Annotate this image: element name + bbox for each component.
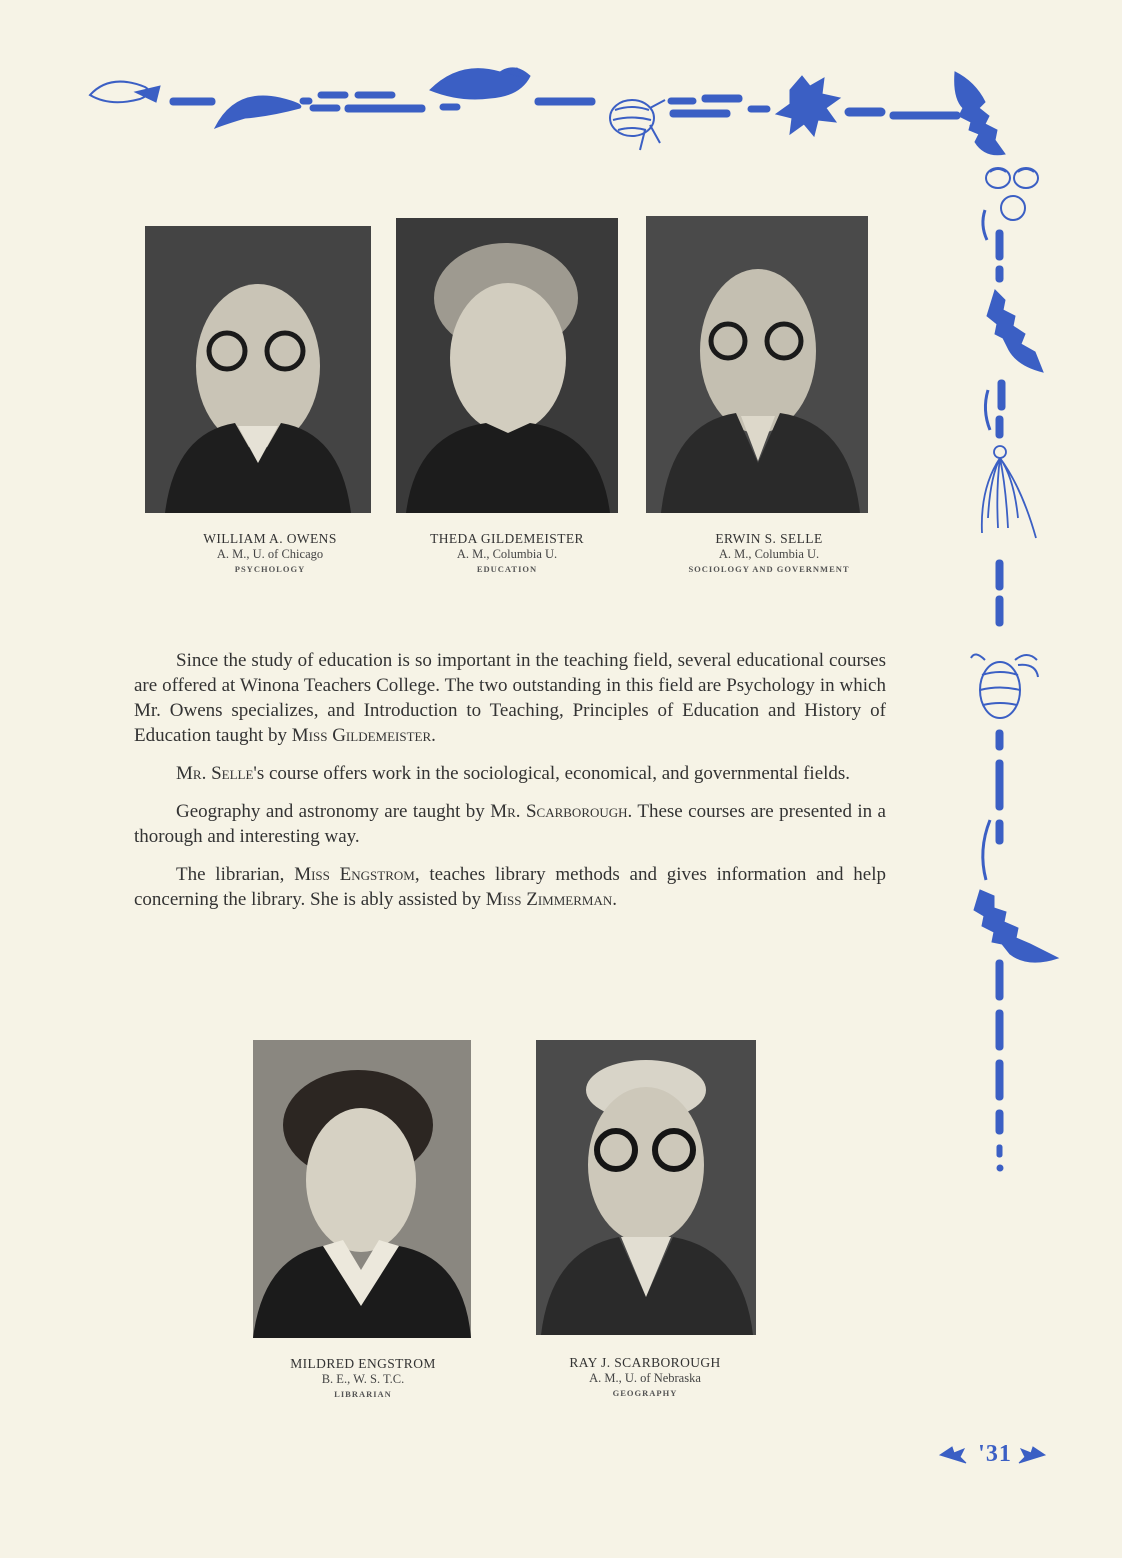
- holly-leaf-icon: [987, 290, 1043, 372]
- holly-leaf-icon: [955, 72, 1005, 155]
- faculty-degree: A. M., U. of Nebraska: [589, 1371, 701, 1385]
- paragraph-selle: Mr. Selle's course offers work in the sociological, economical, and governmental fields.: [176, 763, 851, 784]
- faculty-name: ERWIN S. SELLE: [715, 531, 823, 546]
- faculty-degree: B. E., W. S. T.C.: [321, 1372, 405, 1386]
- faculty-department: SOCIOLOGY AND GOVERNMENT: [688, 564, 850, 574]
- acorn-icon: [986, 168, 1038, 220]
- faculty-degree: A. M., Columbia U.: [718, 547, 820, 561]
- caption-gildemeister: [377, 531, 637, 576]
- faculty-degree: A. M., U. of Chicago: [216, 547, 324, 561]
- portrait-photo-engstrom: [253, 1040, 471, 1338]
- maple-leaf-icon: [776, 76, 840, 136]
- faculty-department: EDUCATION: [476, 564, 538, 574]
- faculty-department: GEOGRAPHY: [612, 1388, 678, 1398]
- caption-scarborough: [515, 1355, 775, 1400]
- portrait-photo-scarborough: [536, 1040, 756, 1335]
- page-number: '31: [978, 1441, 1012, 1467]
- person-name: Miss Engstrom: [294, 864, 415, 885]
- faculty-name: MILDRED ENGSTROM: [290, 1356, 436, 1371]
- portrait-photo-gildemeister: [396, 218, 618, 513]
- portrait-photo-selle: [646, 216, 868, 513]
- paragraph-education: Since the study of education is so important in the teaching field, several educational courses are offered at Winona Teachers College. The two outstanding in this field are Psychology in which Mr. Owens specializes, and Introduction to Teaching, Principles of Education and History of Education taught by Miss Gildemeister.: [134, 650, 886, 746]
- faculty-name: THEDA GILDEMEISTER: [430, 531, 584, 546]
- pine-cone-icon: [971, 654, 1038, 718]
- faculty-department: PSYCHOLOGY: [234, 564, 306, 574]
- faculty-name: RAY J. SCARBOROUGH: [569, 1355, 721, 1370]
- holly-leaf-icon: [974, 890, 1058, 962]
- caption-selle: [639, 531, 899, 576]
- person-name: Mr. Scarborough: [490, 801, 628, 822]
- person-name: Miss Gildemeister: [291, 725, 432, 746]
- paragraph-librarian: The librarian, Miss Engstrom, teaches library methods and gives information and help concerning the library. She is ably assisted by Miss Zimmerman.: [134, 864, 886, 910]
- faculty-degree: A. M., Columbia U.: [456, 547, 558, 561]
- portrait-photo-owens: [145, 226, 371, 513]
- faculty-department: LIBRARIAN: [334, 1389, 392, 1399]
- pine-cone-icon: [610, 100, 665, 150]
- person-name: Miss Zimmerman: [485, 889, 613, 910]
- tassel-icon: [982, 446, 1036, 538]
- person-name: Mr. Selle: [176, 763, 254, 784]
- caption-engstrom: [233, 1356, 493, 1401]
- leaf-icon: [215, 96, 301, 128]
- caption-owens: [140, 531, 400, 576]
- article-body: [134, 648, 886, 925]
- faculty-name: WILLIAM A. OWENS: [203, 531, 337, 546]
- paragraph-geography: Geography and astronomy are taught by Mr. Scarborough. These courses are presented in a thorough and interesting way.: [134, 801, 886, 847]
